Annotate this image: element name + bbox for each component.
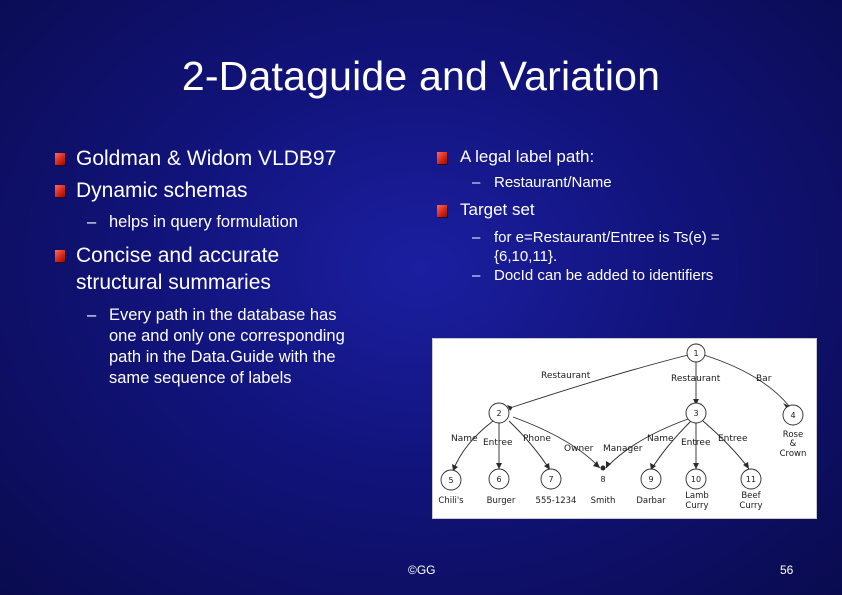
bullet-marker bbox=[55, 250, 65, 262]
arrowhead bbox=[496, 463, 502, 469]
bullet-line: Concise and accurate bbox=[76, 244, 280, 267]
leaf-label: Beef bbox=[741, 491, 761, 501]
leaf-label: Curry bbox=[739, 501, 763, 511]
node-label: 10 bbox=[690, 475, 702, 484]
edge-label: Manager bbox=[603, 444, 643, 454]
leaf-label: Burger bbox=[486, 496, 516, 506]
sub-bullet-line: same sequence of labels bbox=[109, 369, 292, 387]
edge-label: Restaurant bbox=[671, 374, 721, 384]
edge-label: Bar bbox=[756, 374, 772, 384]
sub-bullet-restaurant-name bbox=[472, 173, 612, 192]
arrowhead bbox=[606, 461, 611, 468]
edge-label: Phone bbox=[523, 434, 551, 444]
sub-bullet-line: one and only one corresponding bbox=[109, 327, 345, 345]
leaf-label: Smith bbox=[590, 496, 616, 506]
leaf-label: Rose bbox=[782, 430, 804, 440]
bullet-target-set: Target set bbox=[460, 200, 535, 219]
edge-label: Entree bbox=[681, 438, 711, 448]
sub-bullet-text: Restaurant/Name bbox=[494, 174, 612, 191]
edge-label: Owner bbox=[564, 444, 594, 454]
dash: – bbox=[87, 306, 97, 324]
node-label: 1 bbox=[693, 349, 699, 358]
edge-1-2 bbox=[513, 355, 688, 407]
bullet-marker bbox=[55, 153, 65, 165]
node-label: 8 bbox=[600, 475, 606, 484]
leaf-label: Lamb bbox=[685, 491, 709, 501]
edge-2-7 bbox=[509, 421, 550, 470]
sub-bullet-line: Every path in the database has bbox=[109, 306, 337, 324]
node-label: 6 bbox=[496, 475, 502, 484]
edge-label: Entree bbox=[483, 438, 513, 448]
arrowhead bbox=[693, 463, 699, 469]
leaf-label: Darbar bbox=[636, 496, 666, 506]
edge-label: Name bbox=[451, 434, 478, 444]
sub-bullet-line: DocId can be added to identifiers bbox=[494, 267, 714, 284]
node-label: 2 bbox=[496, 409, 502, 418]
sub-bullet-target-set-definition bbox=[472, 228, 720, 285]
bullet-marker bbox=[437, 152, 447, 164]
bullet-concise-summaries bbox=[76, 242, 279, 296]
leaf-label: Crown bbox=[779, 449, 807, 459]
node-label: 11 bbox=[745, 475, 757, 484]
node-8 bbox=[601, 466, 606, 471]
sub-bullet-line: for e=Restaurant/Entree is Ts(e) = bbox=[494, 229, 720, 246]
sub-bullet-every-path bbox=[87, 305, 345, 389]
slide-title: 2-Dataguide and Variation bbox=[181, 53, 661, 99]
leaf-label: Curry bbox=[685, 501, 709, 511]
sub-bullet-query-formulation bbox=[87, 212, 298, 233]
node-label: 3 bbox=[693, 409, 699, 418]
bullet-goldman-widom: Goldman & Widom VLDB97 bbox=[76, 147, 337, 170]
node-label: 5 bbox=[448, 476, 454, 485]
dash: – bbox=[472, 174, 481, 191]
node-label: 7 bbox=[548, 475, 554, 484]
leaf-label: 555-1234 bbox=[535, 496, 577, 506]
leaf-label: Chili's bbox=[438, 496, 464, 506]
sub-bullet-line: path in the Data.Guide with the bbox=[109, 348, 336, 366]
edge-label: Entree bbox=[718, 434, 748, 444]
dash: – bbox=[472, 267, 481, 284]
bullet-line: structural summaries bbox=[76, 271, 271, 294]
tree-svg bbox=[433, 339, 816, 518]
dash: – bbox=[87, 213, 97, 231]
node-label: 4 bbox=[790, 411, 796, 420]
edge-label: Name bbox=[647, 434, 674, 444]
footer-copyright: ©GG bbox=[408, 563, 436, 577]
sub-bullet-text: helps in query formulation bbox=[109, 213, 298, 231]
sub-bullet-line: {6,10,11}. bbox=[494, 248, 558, 265]
bullet-marker bbox=[437, 205, 447, 217]
bullet-legal-label-path: A legal label path: bbox=[460, 147, 595, 166]
dash: – bbox=[472, 229, 481, 246]
bullet-marker bbox=[55, 185, 65, 197]
node-label: 9 bbox=[648, 475, 654, 484]
page-number: 56 bbox=[780, 563, 794, 577]
dataguide-tree-diagram bbox=[432, 338, 817, 519]
bullet-dynamic-schemas: Dynamic schemas bbox=[76, 179, 248, 202]
leaf-label: & bbox=[789, 439, 797, 449]
edge-label: Restaurant bbox=[541, 371, 591, 381]
